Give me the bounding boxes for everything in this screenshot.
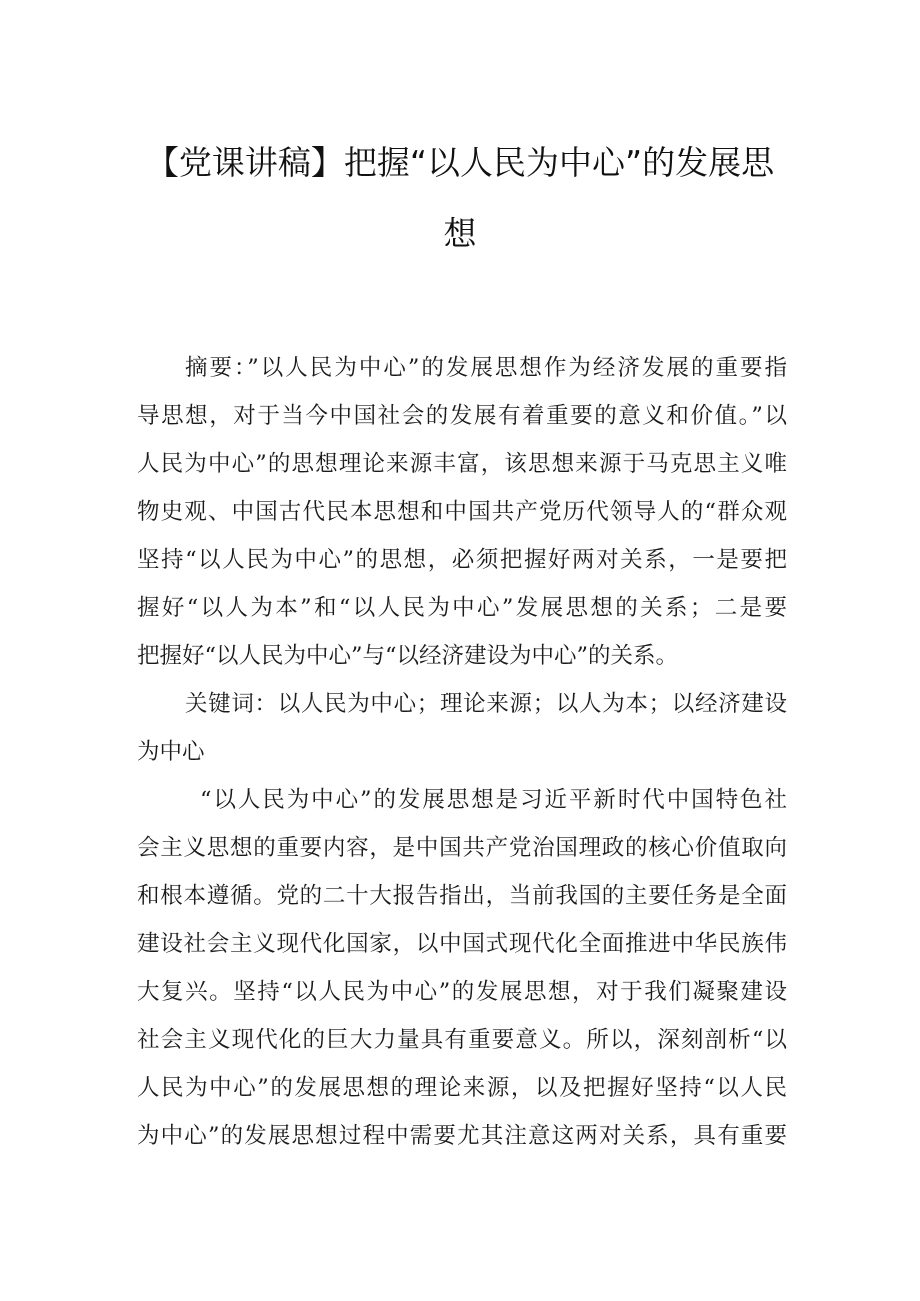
document-title-line-1: 【党课讲稿】把握“以人民为中心”的发展思 bbox=[145, 143, 775, 182]
paragraph-line: 会主义思想的重要内容，是中国共产党治国理政的核心价值取向 bbox=[137, 835, 787, 861]
abstract-line: 物史观、中国古代民本思想和中国共产党历代领导人的“群众观 bbox=[137, 499, 787, 525]
paragraph-line: 建设社会主义现代化国家，以中国式现代化全面推进中华民族伟 bbox=[137, 931, 787, 957]
paragraph-line: 和根本遵循。党的二十大报告指出，当前我国的主要任务是全面 bbox=[137, 883, 787, 909]
paragraph-line: “以人民为中心”的发展思想是习近平新时代中国特色社 bbox=[200, 787, 787, 813]
keywords-line: 关键词：以人民为中心；理论来源；以人为本；以经济建设 bbox=[185, 691, 787, 717]
document-title-line-2: 想 bbox=[443, 214, 477, 253]
paragraph-line: 社会主义现代化的巨大力量具有重要意义。所以，深刻剖析“以 bbox=[137, 1027, 787, 1053]
paragraph-line: 为中心”的发展思想过程中需要尤其注意这两对关系，具有重要 bbox=[137, 1123, 787, 1149]
paragraph-line: 大复兴。坚持“以人民为中心”的发展思想，对于我们凝聚建设 bbox=[137, 979, 787, 1005]
abstract-line: 导思想，对于当今中国社会的发展有着重要的意义和价值。”以 bbox=[137, 403, 787, 429]
abstract-line: 人民为中心”的思想理论来源丰富，该思想来源于马克思主义唯 bbox=[137, 451, 787, 477]
keywords-line: 为中心 bbox=[137, 739, 205, 765]
abstract-line: 坚持“以人民为中心”的思想，必须把握好两对关系，一是要把 bbox=[137, 547, 787, 573]
abstract-line: 摘要：”以人民为中心”的发展思想作为经济发展的重要指 bbox=[185, 355, 787, 381]
abstract-line: 把握好“以人民为中心”与“以经济建设为中心”的关系。 bbox=[137, 643, 679, 669]
abstract-line: 握好“以人为本”和“以人民为中心”发展思想的关系；二是要 bbox=[137, 595, 787, 621]
paragraph-line: 人民为中心”的发展思想的理论来源，以及把握好坚持“以人民 bbox=[137, 1075, 787, 1101]
